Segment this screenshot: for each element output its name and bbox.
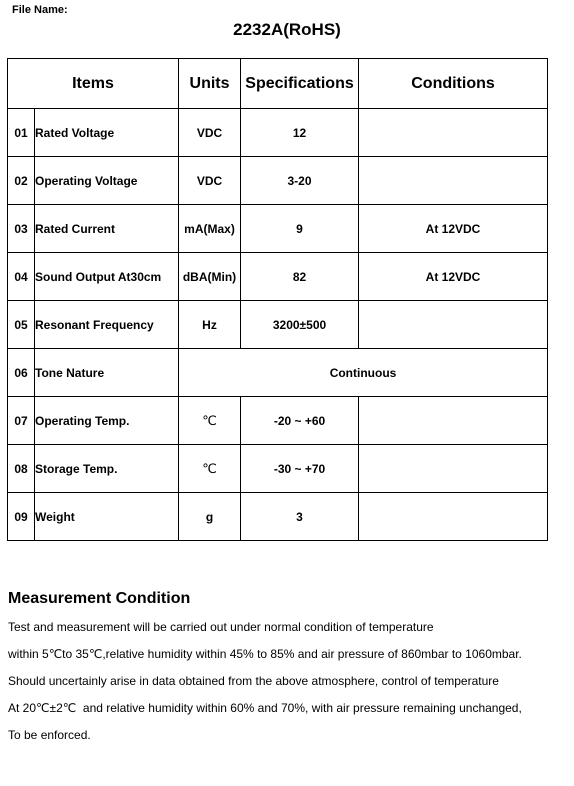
table-row [8,253,548,301]
row-unit: dBA(Min) [179,253,241,301]
table-row [8,109,548,157]
row-number: 04 [8,253,35,301]
header-units: Units [179,59,241,109]
row-unit: Hz [179,301,241,349]
measurement-line: within 5℃to 35℃,relative humidity within 45% to 85% and air pressure of 860mbar to 1060mbar. [8,647,522,661]
document-title: 2232A(RoHS) [233,20,341,39]
row-spec: 3-20 [241,157,359,205]
row-item: Rated Voltage [35,109,179,157]
row-unit: g [179,493,241,541]
measurement-condition-section [8,590,568,749]
specification-table [7,58,548,541]
row-spec: 3200±500 [241,301,359,349]
row-unit: mA(Max) [179,205,241,253]
row-number: 01 [8,109,35,157]
row-condition: At 12VDC [359,205,548,253]
row-item: Operating Temp. [35,397,179,445]
table-row [8,349,548,397]
row-item: Rated Current [35,205,179,253]
row-spec: -20 ~ +60 [241,397,359,445]
row-spec: 82 [241,253,359,301]
measurement-line: Test and measurement will be carried out under normal condition of temperature [8,620,434,634]
row-item: Storage Temp. [35,445,179,493]
row-number: 03 [8,205,35,253]
measurement-line: Should uncertainly arise in data obtained from the above atmosphere, control of temperature [8,674,499,688]
table-row [8,157,548,205]
table-row [8,397,548,445]
row-condition [359,157,548,205]
file-name-label: File Name: [12,4,68,16]
row-item: Weight [35,493,179,541]
table-row [8,301,548,349]
row-item: Sound Output At30cm [35,253,179,301]
row-condition [359,493,548,541]
table-header-row [8,59,548,109]
header-items: Items [8,59,179,109]
row-number: 06 [8,349,35,397]
row-spec: 12 [241,109,359,157]
row-unit: ℃ [179,445,241,493]
row-spec: -30 ~ +70 [241,445,359,493]
row-condition [359,445,548,493]
row-unit: ℃ [179,397,241,445]
table-row [8,205,548,253]
row-unit: VDC [179,157,241,205]
row-item: Tone Nature [35,349,179,397]
header-specifications: Specifications [241,59,359,109]
row-condition [359,301,548,349]
row-condition [359,109,548,157]
table-row [8,445,548,493]
row-item: Resonant Frequency [35,301,179,349]
row-spec: 3 [241,493,359,541]
row-merged-value: Continuous [179,349,548,397]
measurement-heading: Measurement Condition [8,590,191,607]
row-condition [359,397,548,445]
measurement-line: At 20℃±2℃ and relative humidity within 60% and 70%, with air pressure remaining unchanged, [8,701,522,715]
row-number: 08 [8,445,35,493]
row-number: 07 [8,397,35,445]
row-item: Operating Voltage [35,157,179,205]
row-condition: At 12VDC [359,253,548,301]
table-row [8,493,548,541]
row-number: 05 [8,301,35,349]
measurement-line: To be enforced. [8,728,91,742]
row-number: 09 [8,493,35,541]
header-conditions: Conditions [359,59,548,109]
row-number: 02 [8,157,35,205]
row-spec: 9 [241,205,359,253]
row-unit: VDC [179,109,241,157]
